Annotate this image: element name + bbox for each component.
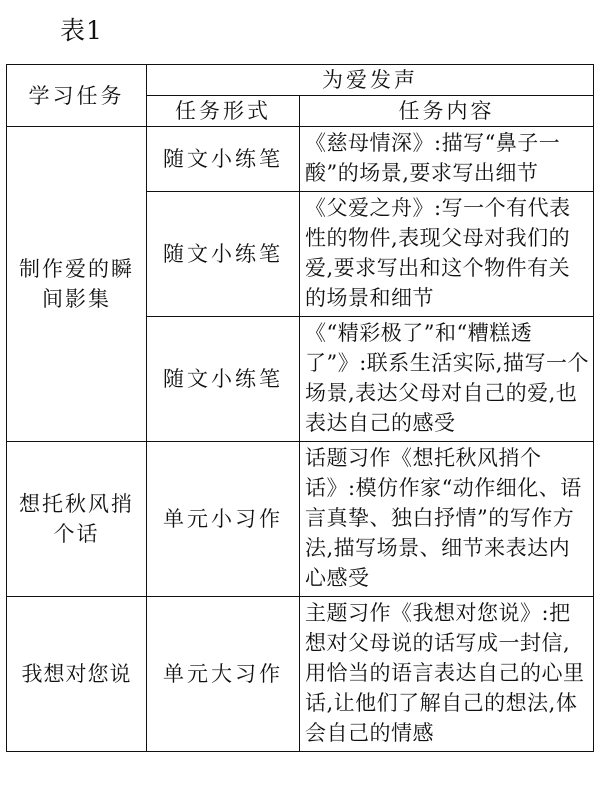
- task-name-cell: 制作爱的瞬间影集: [7, 127, 147, 442]
- table-row: [7, 127, 594, 192]
- task-form-cell: 单元小习作: [147, 442, 300, 597]
- header-task-content: 任务内容: [300, 96, 594, 127]
- task-form-cell: 单元大习作: [147, 597, 300, 752]
- learning-task-table: [6, 64, 594, 752]
- task-name-cell: 想托秋风捎个话: [7, 442, 147, 597]
- task-content-cell: 《父爱之舟》:写一个有代表性的物件,表现父母对我们的爱,要求写出和这个物件有关的场景和细节: [300, 192, 594, 317]
- task-content-cell: 《慈母情深》:描写“鼻子一酸”的场景,要求写出细节: [300, 127, 594, 192]
- task-content-cell: 《“精彩极了”和“糟糕透了”》:联系生活实际,描写一个场景,表达父母对自己的爱,也表达自己的感受: [300, 317, 594, 442]
- task-form-cell: 随文小练笔: [147, 192, 300, 317]
- task-content-cell: 话题习作《想托秋风捎个话》:模仿作家“动作细化、语言真挚、独白抒情”的写作方法,描写场景、细节来表达内心感受: [300, 442, 594, 597]
- header-task-form: 任务形式: [147, 96, 300, 127]
- table-caption: 表1: [60, 16, 103, 45]
- task-form-cell: 随文小练笔: [147, 317, 300, 442]
- task-form-cell: 随文小练笔: [147, 127, 300, 192]
- header-learning-task: 学习任务: [7, 65, 147, 127]
- header-group-title: 为爱发声: [147, 65, 594, 96]
- task-name-cell: 我想对您说: [7, 597, 147, 752]
- task-content-cell: 主题习作《我想对您说》:把想对父母说的话写成一封信,用恰当的语言表达自己的心里话,让他们了解自己的想法,体会自己的情感: [300, 597, 594, 752]
- table-row: [7, 442, 594, 597]
- table-row: [7, 597, 594, 752]
